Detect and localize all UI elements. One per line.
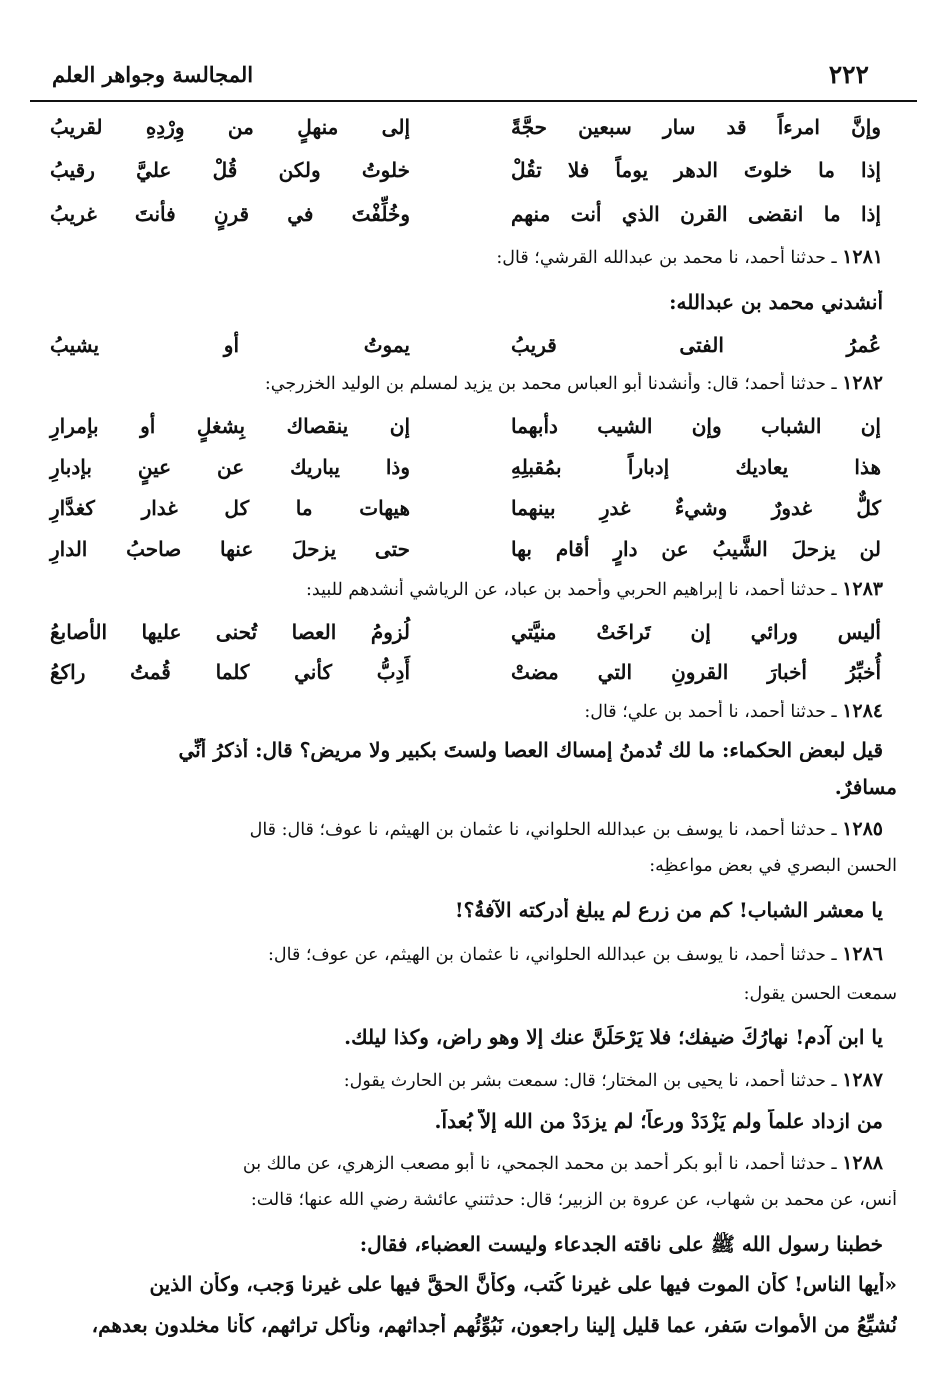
verse-first-hemistich: كلٌّ غدورٌ وشيءٌ غدرِ بينهما — [511, 496, 881, 520]
header-rule — [30, 100, 917, 102]
narration-number: ١٢٨٢ — [842, 372, 883, 394]
verse-first-hemistich: عُمرُ الفتى قريبُ — [511, 333, 881, 357]
page-number: ٢٢٢ — [828, 60, 869, 89]
verse-first-hemistich: إذا ما خلوتَ الدهر يوماً فلا تقُلْ — [511, 158, 881, 182]
verse-second-hemistich: هيهات ما كل غدار كغدَّارِ — [50, 496, 410, 520]
verse-line — [50, 158, 881, 194]
narration-number: ١٢٨٧ — [842, 1069, 883, 1091]
verse-first-hemistich: إذا ما انقضى القرن الذي أنت منهم — [511, 202, 881, 226]
isnad-line — [50, 1069, 883, 1092]
verse-line — [50, 537, 881, 573]
verse-line — [50, 620, 881, 656]
narration-number: ١٢٨٣ — [842, 578, 883, 600]
verse-line — [50, 333, 881, 369]
text-line: قيل لبعض الحكماء: ما لك تُدمنُ إمساك العصا ولستَ بكبيرٍ ولا مريضٍ؟ قال: أذكرُ أنِّي — [178, 738, 883, 762]
text-line: يا ابن آدم! نهارُكَ ضيفك؛ فلا يَرْحَلَنَّ عنك إلا وهو راضٍ، وكذا ليلك. — [344, 1025, 883, 1049]
verse-second-hemistich: إن ينقصاك بِشغلٍ أو بإمرارِ — [50, 414, 410, 438]
isnad-text: ـ حدثنا أحمد، نا إبراهيم الحربي وأحمد بن عباد، عن الرياشي أنشدهم للبيد: — [306, 580, 843, 600]
verse-first-hemistich: هذا يعاديك إدباراً بمُقبلِهِ — [511, 455, 881, 479]
isnad-continuation-line: الحسن البصري في بعض مواعظِه: — [649, 856, 897, 876]
verse-second-hemistich: إلى منهلٍ من وِرْدِهِ لقريبُ — [50, 115, 410, 139]
narration-number: ١٢٨٨ — [842, 1152, 883, 1174]
verse-line — [50, 414, 881, 450]
isnad-line — [50, 943, 883, 966]
verse-first-hemistich: لن يزحلَ الشَّيبُ عن دارٍ أقام بها — [511, 537, 881, 561]
text-line: «أيها الناس! كأن الموت فيها على غيرنا كُتب، وكأنَّ الحقَّ فيها على غيرنا وَجب، وكأن الذين — [149, 1272, 897, 1296]
isnad-line — [50, 818, 883, 841]
narration-number: ١٢٨١ — [842, 246, 883, 268]
verse-second-hemistich: يموتُ أو يشيبُ — [50, 333, 410, 357]
isnad-text: ـ حدثنا أحمد، نا محمد بن عبدالله القرشي؛ قال: — [496, 248, 843, 268]
narration-number: ١٢٨٥ — [842, 818, 883, 840]
isnad-continuation-line: سمعت الحسن يقول: — [743, 984, 897, 1004]
verse-line — [50, 496, 881, 532]
verse-second-hemistich: وذا يباريك عن عينٍ بإدبارِ — [50, 455, 410, 479]
verse-second-hemistich: خلوتُ ولكن قُلْ عليَّ رقيبُ — [50, 158, 410, 182]
narration-number: ١٢٨٤ — [842, 700, 883, 722]
verse-first-hemistich: إن الشباب وإن الشيب دأبهما — [511, 414, 881, 438]
verse-first-hemistich: أُخبِّرُ أخبارَ القرونِ التي مضتْ — [511, 660, 881, 684]
verse-line — [50, 115, 881, 151]
verse-line — [50, 202, 881, 238]
verse-second-hemistich: أَدِبُّ كأني كلما قُمتُ راكعُ — [50, 660, 410, 684]
text-line: مسافرٌ. — [834, 775, 897, 799]
verse-line — [50, 660, 881, 696]
text-line: من ازداد علماً ولم يَزْدَدْ ورعاً؛ لم يزدَدْ من الله إلاَّ بُعداً. — [434, 1109, 883, 1133]
verse-second-hemistich: حتى يزحلَ عنها صاحبُ الدارِ — [50, 537, 410, 561]
isnad-text: ـ حدثنا أحمد، نا أبو بكر أحمد بن محمد الجمحي، نا أبو مصعب الزهري، عن مالك بن — [242, 1154, 843, 1174]
isnad-continuation-line: أنس، عن محمد بن شهاب، عن عروة بن الزبير؛ قال: حدثتني عائشة رضي الله عنها؛ قالت: — [250, 1190, 897, 1210]
isnad-text: ـ حدثنا أحمد، نا يوسف بن عبدالله الحلواني، نا عثمان بن الهيثم، نا عوف؛ قال: قال — [249, 820, 843, 840]
verse-first-hemistich: وإنَّ امرءاً قد سار سبعين حجَّةً — [511, 115, 881, 139]
verse-first-hemistich: أليس ورائي إن تَراخَتْ منيَّتي — [511, 620, 881, 644]
narration-number: ١٢٨٦ — [842, 943, 883, 965]
isnad-line — [50, 700, 883, 723]
isnad-text: ـ حدثنا أحمد، نا يوسف بن عبدالله الحلواني، نا عثمان بن الهيثم، عن عوف؛ قال: — [268, 945, 843, 965]
isnad-line — [50, 246, 883, 269]
isnad-line — [50, 578, 883, 601]
verse-second-hemistich: لُزومُ العصا تُحنى عليها الأصابعُ — [50, 620, 410, 644]
isnad-line — [50, 372, 883, 395]
isnad-text: ـ حدثنا أحمد؛ قال: وأنشدنا أبو العباس محمد بن يزيد لمسلم بن الوليد الخزرجي: — [264, 374, 843, 394]
text-line: أنشدني محمد بن عبدالله: — [669, 290, 883, 314]
verse-second-hemistich: وخُلِّفْتَ في قرنٍ فأنتَ غريبُ — [50, 202, 410, 226]
isnad-line — [50, 1152, 883, 1175]
text-line: خطبنا رسول الله ﷺ على ناقته الجدعاء وليست العضباء، فقال: — [359, 1232, 883, 1256]
text-line: نُشيِّعُ من الأموات سَفر، عما قليل إلينا راجعون، نَبُوِّئُهم أجداثهم، ونأكل تراثهم، كأنا مخلدون بعدهم، — [91, 1313, 897, 1337]
isnad-text: ـ حدثنا أحمد، نا أحمد بن علي؛ قال: — [584, 702, 843, 722]
running-header — [30, 52, 917, 92]
verse-line — [50, 455, 881, 491]
text-line: يا معشر الشباب! كم من زرع لم يبلغ أدركته الآفةُ؟! — [454, 898, 883, 922]
book-title: المجالسة وجواهر العلم — [52, 62, 254, 87]
isnad-text: ـ حدثنا أحمد، نا يحيى بن المختار؛ قال: سمعت بشر بن الحارث يقول: — [343, 1071, 843, 1091]
